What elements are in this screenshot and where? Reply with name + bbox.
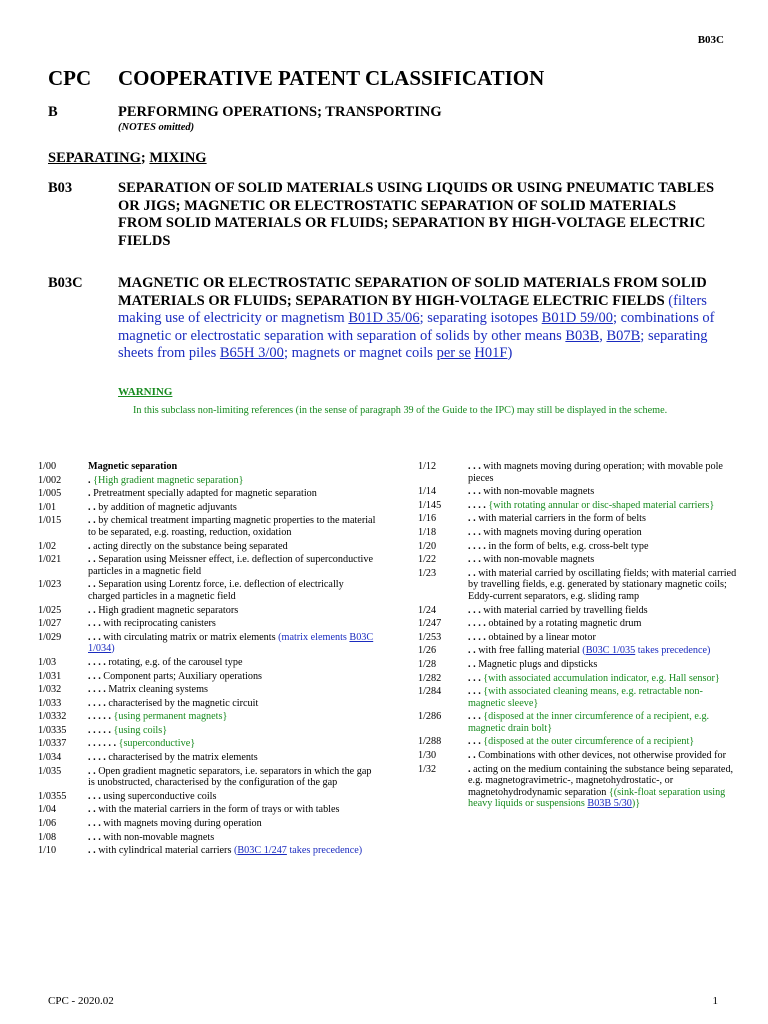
entry-text [468, 541, 738, 553]
entry-text [88, 488, 378, 500]
entry-indent-dots: . . . [88, 818, 104, 830]
scheme-entry [418, 527, 738, 539]
scheme-entry [38, 461, 378, 473]
entry-indent-dots: . . [88, 765, 99, 777]
scheme-entry [38, 804, 378, 816]
entry-label: Magnetic plugs and dipsticks [478, 658, 598, 670]
entry-text [468, 568, 738, 603]
entry-text [88, 579, 378, 602]
entry-label: Separation using Meissner effect, i.e. deflection of superconductive particles in a magnetic field [88, 554, 373, 577]
entry-text [468, 513, 738, 525]
scheme-entry [38, 818, 378, 830]
entry-code: 1/023 [38, 579, 62, 591]
entry-text [468, 618, 738, 630]
entry-ref-link[interactable]: B03C 1/034 [88, 631, 374, 655]
scheme-entry [418, 513, 738, 525]
entry-text [88, 791, 378, 803]
entry-indent-dots: . . [88, 804, 99, 816]
entry-label: by addition of magnetic adjuvants [98, 501, 237, 513]
scheme-entry [418, 554, 738, 566]
scheme-entry [38, 752, 378, 764]
footer-version: CPC - 2020.02 [48, 995, 114, 1007]
entry-indent-dots: . . . . . . [88, 738, 119, 750]
scheme-entry [418, 686, 738, 709]
entry-code: 1/00 [38, 461, 57, 472]
entry-label: {High gradient magnetic separation} [93, 474, 244, 486]
entry-indent-dots: . . . [88, 831, 104, 843]
entry-ref-link[interactable]: B03B 5/30 [587, 798, 632, 810]
entry-label: with material carried by travelling fields [483, 604, 648, 616]
entry-indent-dots: . . . [88, 790, 104, 802]
scheme-entry [38, 554, 378, 577]
b03c-ref-text: ; separating isotopes [419, 310, 542, 326]
entry-text [88, 618, 378, 630]
entry-code: 1/0337 [38, 738, 67, 750]
entry-text [468, 764, 738, 810]
entry-code: 1/033 [38, 697, 62, 709]
scheme-entry [418, 711, 738, 734]
entry-text [468, 500, 738, 512]
entry-label: Open gradient magnetic separators, i.e. separators in which the gap is unobstructed, characterised by the configuration of the gap [88, 765, 372, 789]
entry-text [88, 554, 378, 577]
entry-label: with material carried by oscillating fields; with material carried by travelling fields, e.g. generated by stationary magnetic coils; Eddy-current separators, e.g. sliding ramp [468, 567, 737, 602]
notes-omitted: (NOTES omitted) [118, 122, 195, 133]
entry-code: 1/24 [418, 604, 437, 616]
entry-label: with the material carriers in the form of trays or with tables [98, 804, 340, 816]
scheme-entry [38, 791, 378, 803]
scheme-entry [418, 541, 738, 553]
entry-indent-dots: . . . [88, 631, 104, 643]
entry-code: 1/28 [418, 658, 437, 670]
scheme-entry [418, 632, 738, 644]
entry-label: {with associated accumulation indicator, e.g. Hall sensor} [483, 672, 720, 684]
ref-link-per-se[interactable]: per se [436, 345, 471, 361]
entry-ref-text: ( [233, 845, 238, 857]
entry-text [88, 845, 378, 857]
page-header-code: B03C [697, 34, 724, 46]
entry-code: 1/0355 [38, 790, 67, 802]
entry-code: 1/288 [418, 736, 442, 748]
entry-ref-link[interactable]: B03C 1/247 [237, 845, 287, 857]
entry-code: 1/01 [38, 501, 57, 513]
subsection-part1: SEPARATING [48, 150, 141, 166]
entry-ref-text: takes precedence) [635, 645, 711, 657]
b03c-ref-text: ) [507, 345, 513, 361]
entry-text [468, 527, 738, 539]
entry-label: Separation using Lorentz force, i.e. deflection of electrically charged particles in a magnetic field [88, 579, 344, 602]
entry-label: Combinations with other devices, not otherwise provided for [478, 750, 727, 762]
entry-text [88, 711, 378, 723]
entry-code: 1/286 [418, 711, 442, 723]
entry-label: with non-movable magnets [483, 554, 595, 566]
entry-code: 1/32 [418, 763, 437, 775]
entry-code: 1/12 [418, 461, 437, 472]
b03c-code: B03C [48, 275, 83, 291]
entry-indent-dots: . . . [468, 711, 484, 723]
entry-ref-text: takes precedence) [286, 845, 363, 857]
entry-code: 1/02 [38, 540, 57, 552]
entry-label: with cylindrical material carriers [98, 845, 232, 857]
entry-ref-link[interactable]: B03C 1/035 [585, 645, 636, 657]
b03c-title-text: MAGNETIC OR ELECTROSTATIC SEPARATION OF SOLID MATERIALS FROM SOLID MATERIALS OR FLUIDS; SEPARATION BY HIGH-VOLTAGE ELECTRIC FIELDS [118, 275, 707, 309]
entry-code: 1/002 [38, 474, 62, 486]
entry-label: using superconductive coils [103, 790, 217, 802]
entry-code: 1/30 [418, 750, 437, 762]
entry-indent-dots: . [88, 540, 94, 552]
entry-indent-dots: . . [88, 515, 99, 527]
scheme-entry [38, 671, 378, 683]
entry-indent-dots: . . . [468, 686, 484, 698]
scheme-left-column [38, 461, 378, 859]
scheme-entry [38, 605, 378, 617]
entry-indent-dots: . . . [468, 486, 484, 498]
entry-label: {using coils} [113, 724, 168, 736]
entry-text [88, 725, 378, 737]
warning-body: In this subclass non-limiting references (in the sense of paragraph 39 of the Guide to the IPC) may still be displayed in the scheme. [133, 405, 668, 416]
entry-label: with non-movable magnets [103, 831, 215, 843]
entry-code: 1/08 [38, 831, 57, 843]
subsection-part2: MIXING [149, 150, 207, 166]
cpc-abbr: CPC [48, 66, 92, 90]
entry-code: 1/035 [38, 765, 62, 777]
entry-text [468, 632, 738, 644]
entry-code: 1/06 [38, 818, 57, 830]
scheme-entry [38, 698, 378, 710]
entry-label: {with rotating annular or disc-shaped material carriers} [488, 499, 715, 511]
entry-indent-dots: . . . . . [88, 711, 114, 723]
entry-text [468, 686, 738, 709]
b03c-ref-text: ; magnets or magnet coils [283, 345, 437, 361]
entry-label: Matrix cleaning systems [108, 684, 208, 696]
entry-label: in the form of belts, e.g. cross-belt type [488, 540, 649, 552]
entry-indent-dots: . . [88, 604, 99, 616]
entry-label: with material carriers in the form of belts [478, 513, 646, 525]
b03c-ref-text: ; combinations of magnetic or electrostatic separation with separation of solids by other means [118, 310, 715, 344]
entry-label: Magnetic separation [88, 461, 178, 472]
ref-link-h01f[interactable]: H01F [474, 345, 508, 361]
scheme-entry [38, 738, 378, 750]
scheme-entry [38, 657, 378, 669]
entry-indent-dots: . [468, 763, 474, 775]
entry-code: 1/253 [418, 631, 442, 643]
entry-text [468, 461, 738, 484]
scheme-entry [38, 845, 378, 857]
entry-indent-dots: . [88, 474, 94, 486]
ref-link-b07b[interactable]: B07B [606, 327, 641, 344]
entry-indent-dots: . . . . [88, 697, 109, 709]
entry-label: obtained by a linear motor [488, 631, 596, 643]
entry-label: by chemical treatment imparting magnetic properties to the material to be separated, e.g. roasting, reduction, oxidation [88, 515, 376, 538]
ref-link-b01d-59-00[interactable]: B01D 59/00 [541, 310, 613, 326]
entry-text [88, 461, 378, 473]
ref-link-b65h-3-00[interactable]: B65H 3/00 [219, 345, 284, 361]
entry-code: 1/0332 [38, 711, 67, 723]
entry-indent-dots: . . . . [468, 540, 489, 552]
entry-indent-dots: . . [88, 501, 99, 513]
entry-code: 1/247 [418, 618, 442, 630]
scheme-entry [38, 632, 378, 655]
entry-text [88, 515, 378, 538]
scheme-entry [38, 502, 378, 514]
entry-label: with magnets moving during operation; with movable pole pieces [468, 461, 723, 484]
entry-text [88, 605, 378, 617]
entry-text [468, 736, 738, 748]
entry-text [88, 475, 378, 487]
entry-indent-dots: . . [468, 567, 479, 579]
entry-label: with reciprocating canisters [103, 618, 216, 630]
entry-text [88, 738, 378, 750]
entry-code: 1/20 [418, 540, 437, 552]
entry-label: {disposed at the outer circumference of a recipient} [483, 736, 695, 748]
entry-label: {superconductive} [118, 738, 196, 750]
entry-text [88, 752, 378, 764]
scheme-entry [38, 711, 378, 723]
entry-text [468, 554, 738, 566]
entry-label: Pretreatment specially adapted for magnetic separation [93, 488, 317, 500]
entry-indent-dots: . . . . [468, 618, 489, 630]
entry-label: rotating, e.g. of the carousel type [108, 656, 243, 668]
scheme-entry [418, 605, 738, 617]
entry-label: with free falling material [478, 645, 580, 657]
entry-label: with non-movable magnets [483, 486, 595, 498]
entry-indent-dots: . . [468, 513, 479, 525]
entry-label: {disposed at the inner circumference of a recipient, e.g. magnetic drain bolt} [468, 711, 710, 734]
scheme-entry [418, 764, 738, 810]
entry-label: characterised by the magnetic circuit [108, 697, 259, 709]
entry-label: High gradient magnetic separators [98, 604, 239, 616]
entry-indent-dots: . [88, 488, 94, 500]
entry-code: 1/0335 [38, 724, 67, 736]
entry-text [468, 486, 738, 498]
scheme-entry [418, 673, 738, 685]
entry-text [88, 502, 378, 514]
entry-indent-dots: . . . [468, 526, 484, 538]
entry-indent-dots: . . . [468, 736, 484, 748]
entry-code: 1/015 [38, 515, 62, 527]
entry-code: 1/025 [38, 604, 62, 616]
entry-code: 1/18 [418, 526, 437, 538]
entry-indent-dots: . . . [88, 618, 104, 630]
entry-ref-text: ) [111, 643, 115, 655]
entry-text [88, 632, 378, 655]
b03c-ref-text: (filters making use of electricity or magnetism [118, 292, 707, 326]
scheme-entry [38, 515, 378, 538]
entry-code: 1/005 [38, 488, 62, 500]
entry-label: with circulating matrix or matrix elements [103, 631, 276, 643]
entry-text [88, 818, 378, 830]
entry-text [88, 541, 378, 553]
scheme-entry [38, 725, 378, 737]
entry-indent-dots: . . [88, 554, 99, 566]
scheme-entry [418, 461, 738, 484]
subsection-sep: ; [140, 150, 150, 166]
entry-indent-dots: . . . . [88, 656, 109, 668]
entry-text [88, 684, 378, 696]
entry-label: obtained by a rotating magnetic drum [488, 618, 642, 630]
ref-link-b01d-35-06[interactable]: B01D 35/06 [348, 310, 420, 326]
entry-ref-text: ( [582, 645, 586, 657]
scheme-entry [38, 684, 378, 696]
ref-link-b03b[interactable]: B03B [565, 327, 600, 344]
scheme-entry [38, 475, 378, 487]
entry-label: acting on the medium containing the substance being separated, e.g. magnetogravimetric-, magnetohydrostatic-, or magnetohydrodynamic separation [468, 763, 734, 798]
entry-code: 1/04 [38, 804, 57, 816]
entry-code: 1/14 [418, 486, 437, 498]
entry-text [88, 804, 378, 816]
entry-label: characterised by the matrix elements [108, 752, 258, 764]
entry-indent-dots: . . . [88, 670, 104, 682]
entry-indent-dots: . . . [468, 554, 484, 566]
entry-text [468, 645, 738, 657]
entry-text [468, 659, 738, 671]
scheme-entry [418, 645, 738, 657]
entry-ref-text: (matrix elements [278, 631, 350, 643]
entry-indent-dots: . . . . [88, 684, 109, 696]
entry-text [468, 673, 738, 685]
entry-label: with magnets moving during operation [103, 818, 262, 830]
scheme-entry [418, 618, 738, 630]
entry-code: 1/10 [38, 845, 57, 857]
warning-title: WARNING [118, 386, 173, 398]
scheme-right-column [418, 461, 738, 812]
entry-text [468, 711, 738, 734]
scheme-entry [38, 832, 378, 844]
entry-indent-dots: . . . [468, 461, 484, 472]
entry-label: {with associated cleaning means, e.g. retractable non-magnetic sleeve} [468, 686, 703, 709]
entry-code: 1/26 [418, 645, 437, 657]
entry-text [88, 766, 378, 789]
section-b-title: PERFORMING OPERATIONS; TRANSPORTING [118, 104, 442, 120]
entry-ref-text: )} [631, 798, 641, 810]
entry-indent-dots: . . [88, 845, 99, 857]
entry-code: 1/031 [38, 670, 62, 682]
entry-ref-text: {(sink-float separation using heavy liquids or suspensions [468, 786, 726, 810]
entry-indent-dots: . . . . [468, 499, 489, 511]
entry-text [88, 698, 378, 710]
entry-indent-dots: . . [88, 579, 99, 591]
scheme-entry [418, 736, 738, 748]
entry-code: 1/032 [38, 684, 62, 696]
scheme-entry [38, 488, 378, 500]
entry-code: 1/22 [418, 554, 437, 566]
entry-indent-dots: . . . [468, 604, 484, 616]
entry-code: 1/284 [418, 686, 442, 698]
b03-code: B03 [48, 180, 73, 196]
entry-text [468, 605, 738, 617]
entry-text [468, 750, 738, 762]
entry-indent-dots: . . [468, 645, 479, 657]
entry-code: 1/282 [418, 672, 442, 684]
section-b-code: B [48, 104, 58, 120]
footer-page-number: 1 [712, 995, 718, 1007]
scheme-entry [38, 541, 378, 553]
scheme-entry [418, 500, 738, 512]
b03c-ref-text: ; separating sheets from piles [118, 327, 708, 361]
scheme-entry [38, 579, 378, 602]
entry-code: 1/03 [38, 656, 57, 668]
b03c-title [118, 275, 718, 363]
entry-indent-dots: . . . . [468, 631, 489, 643]
entry-indent-dots: . . [468, 750, 479, 762]
entry-indent-dots: . . . . . [88, 724, 114, 736]
entry-label: acting directly on the substance being separated [93, 540, 288, 552]
entry-label: with magnets moving during operation [483, 526, 642, 538]
entry-indent-dots: . . . [468, 672, 484, 684]
entry-label: {using permanent magnets} [113, 711, 228, 723]
entry-text [88, 657, 378, 669]
entry-code: 1/027 [38, 618, 62, 630]
entry-label: Component parts; Auxiliary operations [103, 670, 263, 682]
scheme-entry [418, 659, 738, 671]
entry-indent-dots: . . . . [88, 752, 109, 764]
entry-code: 1/029 [38, 631, 62, 643]
scheme-entry [418, 568, 738, 603]
b03-title: SEPARATION OF SOLID MATERIALS USING LIQUIDS OR USING PNEUMATIC TABLES OR JIGS; MAGNETIC OR ELECTROSTATIC SEPARATION OF SOLID MATERIALS FROM SOLID MATERIALS OR FLUIDS; SEPARATION BY HIGH-VOLTAGE ELECTRIC FIELDS [118, 180, 715, 249]
entry-code: 1/16 [418, 513, 437, 525]
entry-code: 1/034 [38, 752, 62, 764]
entry-text [88, 671, 378, 683]
b03c-ref-text: , [599, 327, 607, 344]
entry-indent-dots: . . [468, 658, 479, 670]
scheme-entry [38, 766, 378, 789]
entry-code: 1/23 [418, 567, 437, 579]
entry-text [88, 832, 378, 844]
scheme-entry [418, 750, 738, 762]
scheme-entry [38, 618, 378, 630]
entry-code: 1/145 [418, 499, 442, 511]
scheme-entry [418, 486, 738, 498]
subsection-title [48, 150, 207, 167]
document-title: COOPERATIVE PATENT CLASSIFICATION [118, 66, 545, 90]
entry-code: 1/021 [38, 554, 62, 566]
